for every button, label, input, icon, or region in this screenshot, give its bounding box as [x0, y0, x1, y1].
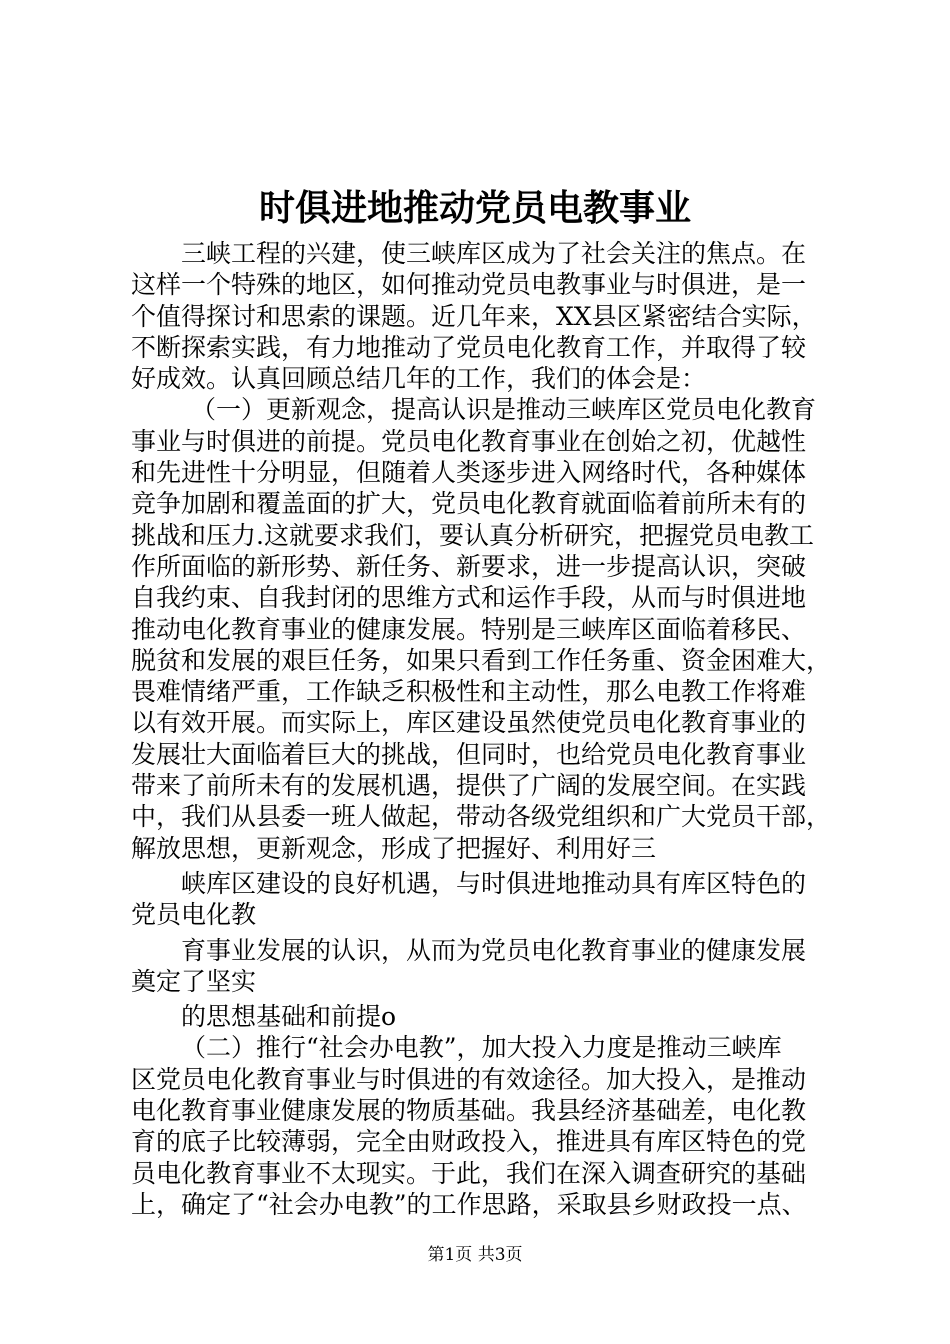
paragraph-line: 挑战和压力.这就要求我们，要认真分析研究，把握党员电教工	[131, 520, 814, 550]
paragraph-line: 区党员电化教育事业与时俱进的有效途径。加大投入，是推动	[131, 1064, 807, 1094]
paragraph-line: 上，确定了“社会办电教”的工作思路，采取县乡财政投一点、	[131, 1189, 807, 1219]
paragraph-line: 作所面临的新形势、新任务、新要求，进一步提高认识，突破	[131, 551, 807, 581]
paragraph-line: 育的底子比较薄弱，完全由财政投入，推进具有库区特色的党	[131, 1127, 807, 1157]
paragraph-line: 解放思想，更新观念，形成了把握好、利用好三	[131, 833, 657, 863]
document-title: 时俱进地推动党员电教事业	[258, 187, 691, 229]
paragraph-line: 峡库区建设的良好机遇，与时俱进地推动具有库区特色的	[181, 868, 807, 898]
paragraph-line: 事业与时俱进的前提。党员电化教育事业在创始之初，优越性	[131, 426, 807, 456]
paragraph-line: （二）推行“社会办电教”，加大投入力度是推动三峡库	[181, 1033, 782, 1063]
paragraph-line: 中，我们从县委一班人做起，带动各级党组织和广大党员干部，	[131, 802, 832, 832]
paragraph-line: 的思想基础和前提o	[181, 1002, 397, 1032]
paragraph-line: 奠定了坚实	[131, 966, 257, 996]
paragraph-line: 三峡工程的兴建，使三峡库区成为了社会关注的焦点。在	[181, 239, 807, 268]
paragraph-line: 和先进性十分明显，但随着人类逐步进入网络时代，各种媒体	[131, 458, 807, 488]
paragraph-line: 推动电化教育事业的健康发展。特别是三峡库区面临着移民、	[131, 614, 807, 644]
paragraph-line: 党员电化教	[131, 900, 257, 930]
paragraph-line: 这样一个特殊的地区，如何推动党员电教事业与时俱进，是一	[131, 270, 807, 300]
paragraph-line: 育事业发展的认识，从而为党员电化教育事业的健康发展	[181, 935, 807, 965]
document-body	[131, 238, 831, 1220]
paragraph-line: 个值得探讨和思索的课题。近几年来，XX县区紧密结合实际，	[131, 301, 817, 331]
paragraph-line: 畏难情绪严重，工作缺乏积极性和主动性，那么电教工作将难	[131, 677, 807, 707]
paragraph-line: 不断探索实践，有力地推动了党员电化教育工作，并取得了较	[131, 332, 807, 362]
paragraph-line: 发展壮大面临着巨大的挑战，但同时，也给党员电化教育事业	[131, 739, 807, 769]
paragraph-line: 员电化教育事业不太现实。于此，我们在深入调查研究的基础	[131, 1158, 807, 1188]
paragraph-line: （一）更新观念，提高认识是推动三峡库区党员电化教育	[191, 395, 817, 425]
paragraph-line: 电化教育事业健康发展的物质基础。我县经济基础差，电化教	[131, 1096, 807, 1126]
paragraph-line: 带来了前所未有的发展机遇，提供了广阔的发展空间。在实践	[131, 771, 807, 801]
paragraph-line: 竞争加剧和覆盖面的扩大，党员电化教育就面临着前所未有的	[131, 489, 807, 519]
paragraph-line: 脱贫和发展的艰巨任务，如果只看到工作任务重、资金困难大，	[131, 645, 832, 675]
paragraph-line: 好成效。认真回顾总结几年的工作，我们的体会是：	[131, 364, 707, 394]
page-footer: 第1页 共3页	[427, 1245, 523, 1265]
paragraph-line: 以有效开展。而实际上，库区建设虽然使党员电化教育事业的	[131, 708, 807, 738]
paragraph-line: 自我约束、自我封闭的思维方式和运作手段，从而与时俱进地	[131, 583, 807, 613]
